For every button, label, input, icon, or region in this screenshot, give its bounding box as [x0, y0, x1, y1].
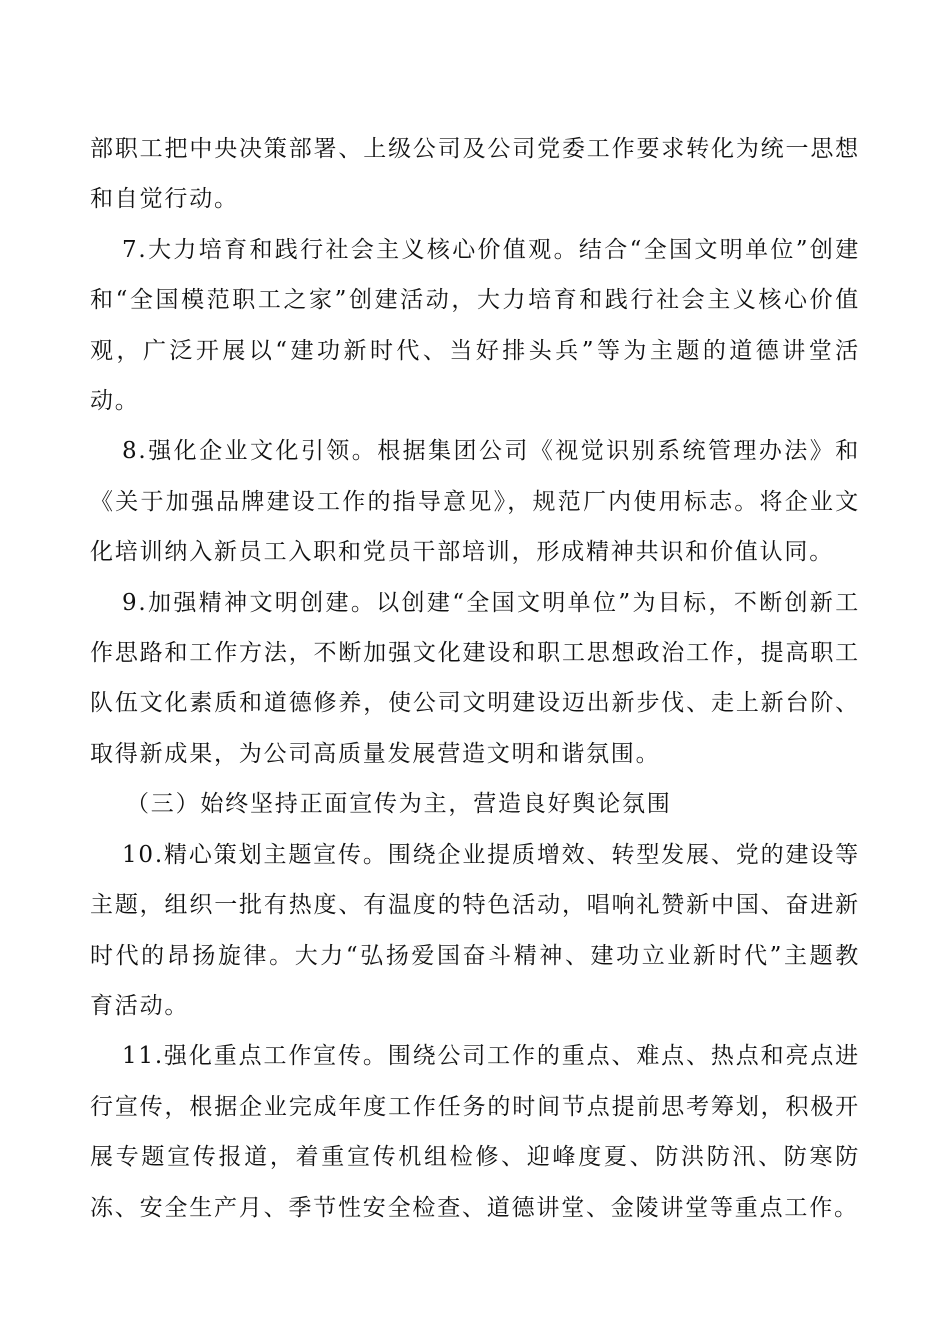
- paragraph-continuation: 部职工把中央决策部署、上级公司及公司党委工作要求转化为统一思想和自觉行动。: [90, 136, 860, 213]
- document-body: [90, 124, 860, 1233]
- paragraph-item-7: 7.大力培育和践行社会主义核心价值观。结合“全国文明单位”创建和“全国模范职工之家”创建活动，大力培育和践行社会主义核心价值观，广泛开展以“建功新时代、当好排头兵”等为主题的道德讲堂活动。: [90, 236, 860, 415]
- paragraph-item-10: 10.精心策划主题宣传。围绕企业提质增效、转型发展、党的建设等主题，组织一批有热度、有温度的特色活动，唱响礼赞新中国、奋进新时代的昂扬旋律。大力“弘扬爱国奋斗精神、建功立业新时代”主题教育活动。: [90, 841, 860, 1019]
- paragraph-item-11: 11.强化重点工作宣传。围绕公司工作的重点、难点、热点和亮点进行宣传，根据企业完成年度工作任务的时间节点提前思考筹划，积极开展专题宣传报道，着重宣传机组检修、迎峰度夏、防洪防汛、防寒防冻、安全生产月、季节性安全检查、道德讲堂、金陵讲堂等重点工作。: [90, 1043, 860, 1221]
- section-heading-3: （三）始终坚持正面宣传为主，营造良好舆论氛围: [126, 791, 672, 818]
- paragraph-item-8: 8.强化企业文化引领。根据集团公司《视觉识别系统管理办法》和《关于加强品牌建设工作的指导意见》，规范厂内使用标志。将企业文化培训纳入新员工入职和党员干部培训，形成精神共识和价值认同。: [90, 438, 860, 566]
- paragraph-item-9: 9.加强精神文明创建。以创建“全国文明单位”为目标，不断创新工作思路和工作方法，不断加强文化建设和职工思想政治工作，提高职工队伍文化素质和道德修养，使公司文明建设迈出新步伐、走上新台阶、取得新成果，为公司高质量发展营造文明和谐氛围。: [90, 589, 860, 767]
